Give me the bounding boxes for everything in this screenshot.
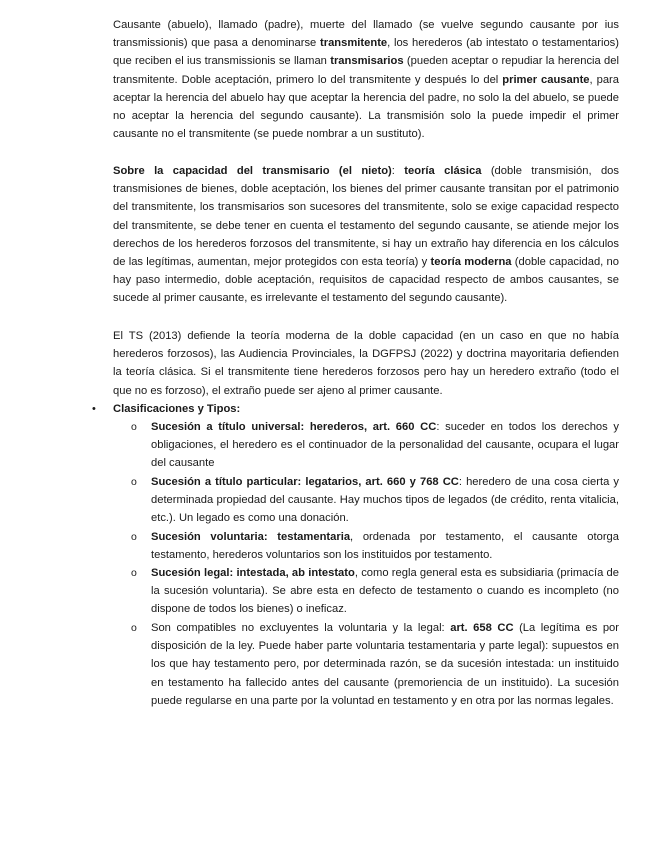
text-span: Son compatibles no excluyentes la voluntaria y la legal: (151, 622, 451, 634)
sub-bullet-marker: o (131, 421, 137, 433)
text-span: , como regla general esta es subsidiaria (primacía de la sucesión voluntaria). Se abre esta en defecto de testamento o cuando es incompleto (no dispone de todos los bienes) o ineficaz. (151, 567, 619, 616)
bold-term: transmisarios (330, 55, 404, 68)
sub-item-titulo-universal (151, 418, 619, 473)
sub-bullet-marker: o (131, 476, 137, 488)
sub-bullet-marker: o (131, 531, 137, 543)
bold-term: Sucesión a título particular: legatarios, art. 660 y 768 CC (151, 476, 459, 488)
bold-term: primer causante (502, 73, 590, 86)
sub-item-sucesion-voluntaria (151, 528, 619, 564)
sub-item-titulo-particular (151, 473, 619, 528)
sub-item-sucesion-legal (151, 564, 619, 619)
bold-term: art. 658 CC (450, 622, 514, 634)
bold-term: Sucesión voluntaria: testamentaria (151, 531, 351, 543)
bold-term: Sucesión a título universal: herederos, art. 660 CC (151, 421, 437, 433)
text-span: (doble transmisión, dos transmisiones de bienes, doble aceptación, los bienes del primer causante transitan por el patrimonio del transmitente, los transmisarios son sucesores del transmitente, solo se exige capacidad respecto del transmitente, se debe tener en cuenta el testamento del segundo causante, se atiende mejor los derechos de los herederos forzosos del transmitente, si hay un extraño hay diferencia en los cálculos de las legítimas, aumentan, mejor protegidos con esta teoría) y (113, 165, 620, 269)
text-span: (pueden aceptar o repudiar la herencia del transmitente. Doble aceptación, primero lo del transmitente y después lo del (113, 55, 619, 86)
text-span: El TS (2013) defiende la teoría moderna de la doble capacidad (en un caso en que no había herederos forzosos), las Audiencia Provinciales, la DGFPSJ (2022) y doctrina mayoritaria defienden la teoría clásica. Si el transmitente tiene herederos forzosos pero hay un heredero extraño (todo el que no es forzoso), el extraño puede ser ajeno al primer causante. (113, 330, 619, 397)
bold-term: teoría moderna (430, 256, 512, 269)
sub-item-compatibles (151, 619, 619, 710)
bold-term: Sucesión legal: intestada, ab intestato (151, 567, 355, 579)
bullet-marker: • (92, 403, 96, 415)
text-span: , para aceptar la herencia del abuelo hay que aceptar la herencia del padre, no solo la del abuelo, se puede no aceptar la herencia del segundo causante). La transmisión solo la puede impedir el primer causante no el transmitente (se puede nombrar a un sustituto). (113, 73, 619, 141)
text-span: : heredero de una cosa cierta y determinada propiedad del causante. Hay muchos tipos de legados (de crédito, renta vitalicia, etc.). Un legado es como una donación. (151, 476, 620, 525)
text-span: (La legítima es por disposición de la ley. Puede haber parte voluntaria testamentaria y parte legal): supuestos en los que hay testamento pero, por determinada razón, se da sucesión intestada: un instituido en testamento ha fallecido antes del causante (premoriencia de un instituido). La sucesión puede regularse en una parte por la voluntad en testamento y en otra por las normas legales. (151, 622, 619, 707)
text-span: : suceder en todos los derechos y obligaciones, el heredero es el continuador de la personalidad del causante, ocupara el lugar del causante (151, 421, 619, 470)
paragraph-ts-doctrina (113, 327, 619, 400)
sub-bullet-marker: o (131, 622, 137, 634)
bold-term: teoría clásica (404, 165, 482, 177)
text-span: (doble capacidad, no hay paso intermedio, doble aceptación, requisitos de capacidad respecto de ambos causantes, se sucede al primer causante, es irrelevante el testamento del segundo causante). (113, 256, 619, 305)
sub-bullet-marker: o (131, 567, 137, 579)
text-span: Causante (abuelo), llamado (padre), muerte del llamado (se vuelve segundo causante por ius transmissionis) que pasa a denominarse (113, 19, 619, 50)
paragraph-transmision (113, 16, 619, 143)
text-span: , ordenada por testamento, el causante otorga testamento, herederos voluntarios son los instituidos por testamento. (151, 531, 619, 562)
text-span: , los herederos (ab intestato o testamentarios) que reciben el ius transmissionis se llaman (113, 37, 620, 68)
bold-term: Sobre la capacidad del transmisario (el nieto) (113, 165, 392, 177)
paragraph-capacidad-transmisario (113, 162, 619, 308)
text-span: : (391, 165, 405, 177)
bold-term: transmitente (320, 37, 388, 50)
bullet-heading: Clasificaciones y Tipos: (113, 403, 241, 415)
